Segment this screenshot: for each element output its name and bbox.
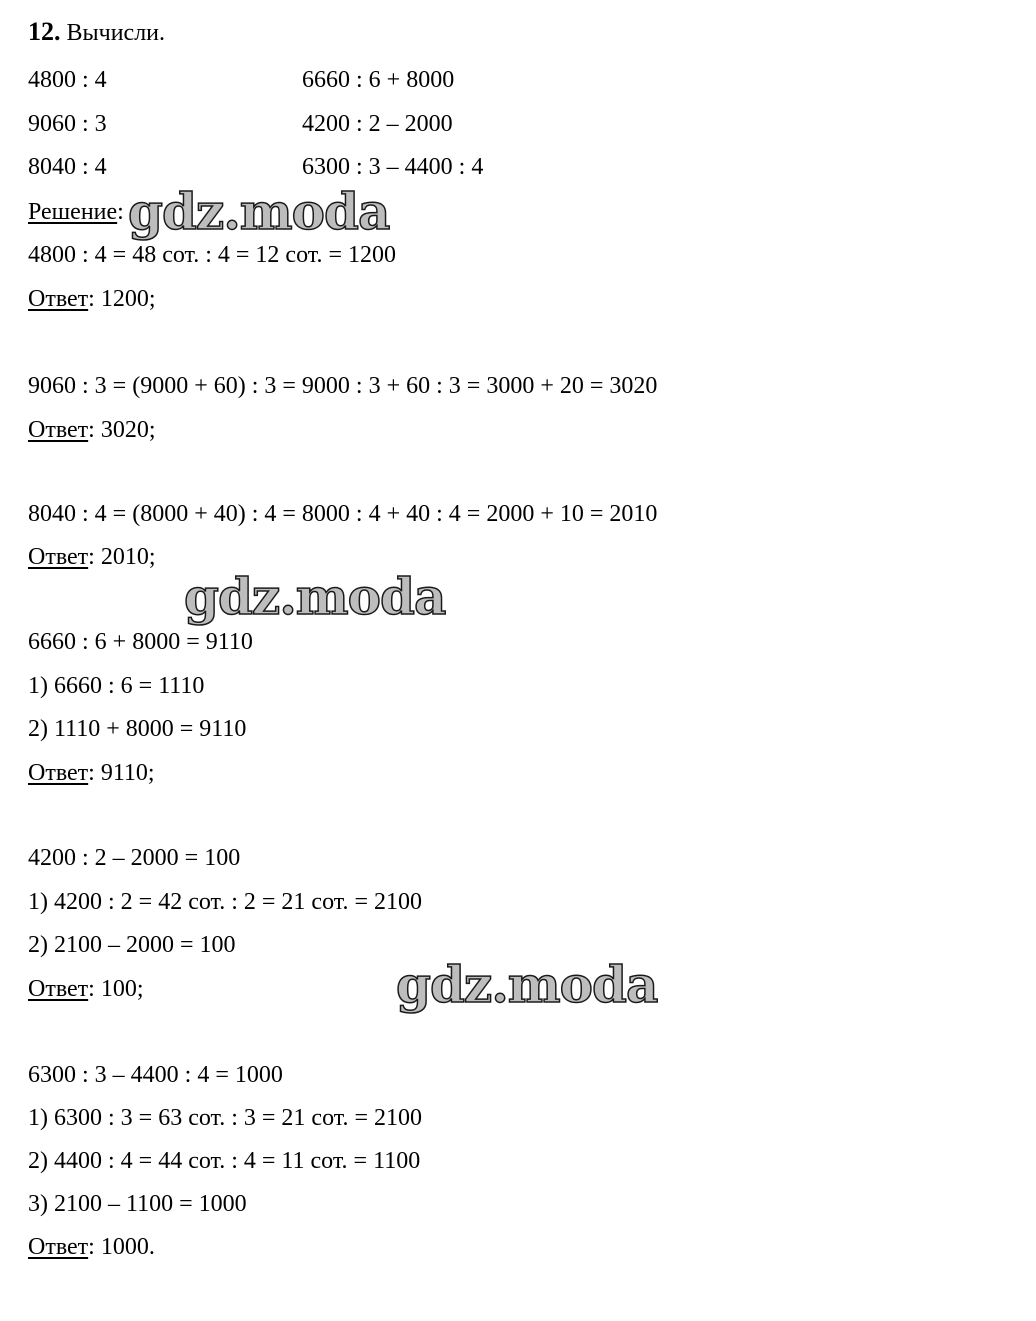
answer-value: : 9110; (88, 760, 155, 786)
solution-line: 8040 : 4 = (8000 + 40) : 4 = 8000 : 4 + 40 : 4 = 2000 + 10 = 2010 (28, 501, 658, 527)
solution-line: 6660 : 6 + 8000 = 9110 (28, 629, 253, 655)
solution-step: 2) 1110 + 8000 = 9110 (28, 716, 247, 742)
answer-label: Ответ (28, 286, 89, 312)
solution-step: 3) 2100 – 1100 = 1000 (28, 1191, 247, 1217)
solution-step: 1) 6300 : 3 = 63 сот. : 3 = 21 сот. = 2100 (28, 1105, 422, 1131)
task-right-1: 6660 : 6 + 8000 (302, 67, 455, 93)
watermark-logo: gdz.moda (128, 182, 390, 241)
answer-line (28, 416, 156, 444)
answer-label: Ответ (28, 544, 89, 570)
solution-step: 1) 4200 : 2 = 42 сот. : 2 = 21 сот. = 2100 (28, 889, 422, 915)
task-left-1: 4800 : 4 (28, 67, 107, 93)
answer-line (28, 543, 156, 571)
task-right-2: 4200 : 2 – 2000 (302, 111, 453, 137)
task-left-2: 9060 : 3 (28, 111, 107, 137)
exercise-number: 12. (28, 17, 61, 46)
answer-line (28, 975, 144, 1003)
solution-label: Решение (28, 199, 118, 225)
solution-colon: : (117, 199, 124, 225)
answer-line (28, 1233, 155, 1261)
answer-value: : 1200; (88, 286, 156, 312)
answer-label: Ответ (28, 976, 89, 1002)
answer-value: : 1000. (88, 1234, 155, 1260)
solution-step: 2) 4400 : 4 = 44 сот. : 4 = 11 сот. = 1100 (28, 1148, 421, 1174)
solution-step: 1) 6660 : 6 = 1110 (28, 673, 205, 699)
watermark-logo: gdz.moda (396, 955, 658, 1014)
task-left-3: 8040 : 4 (28, 154, 107, 180)
solution-line: 4200 : 2 – 2000 = 100 (28, 845, 241, 871)
answer-line (28, 759, 155, 787)
watermark-logo: gdz.moda (184, 567, 446, 626)
solution-line: 6300 : 3 – 4400 : 4 = 1000 (28, 1062, 283, 1088)
solution-step: 2) 2100 – 2000 = 100 (28, 932, 236, 958)
answer-value: : 2010; (88, 544, 156, 570)
answer-label: Ответ (28, 417, 89, 443)
answer-label: Ответ (28, 760, 89, 786)
solution-heading (28, 198, 124, 226)
answer-value: : 100; (88, 976, 144, 1002)
answer-value: : 3020; (88, 417, 156, 443)
solution-line: 4800 : 4 = 48 сот. : 4 = 12 сот. = 1200 (28, 242, 396, 268)
task-right-3: 6300 : 3 – 4400 : 4 (302, 154, 484, 180)
answer-line (28, 285, 156, 313)
exercise-instruction: Вычисли. (66, 20, 166, 46)
exercise-title (28, 18, 165, 47)
answer-label: Ответ (28, 1234, 89, 1260)
solution-line: 9060 : 3 = (9000 + 60) : 3 = 9000 : 3 + 60 : 3 = 3000 + 20 = 3020 (28, 373, 658, 399)
